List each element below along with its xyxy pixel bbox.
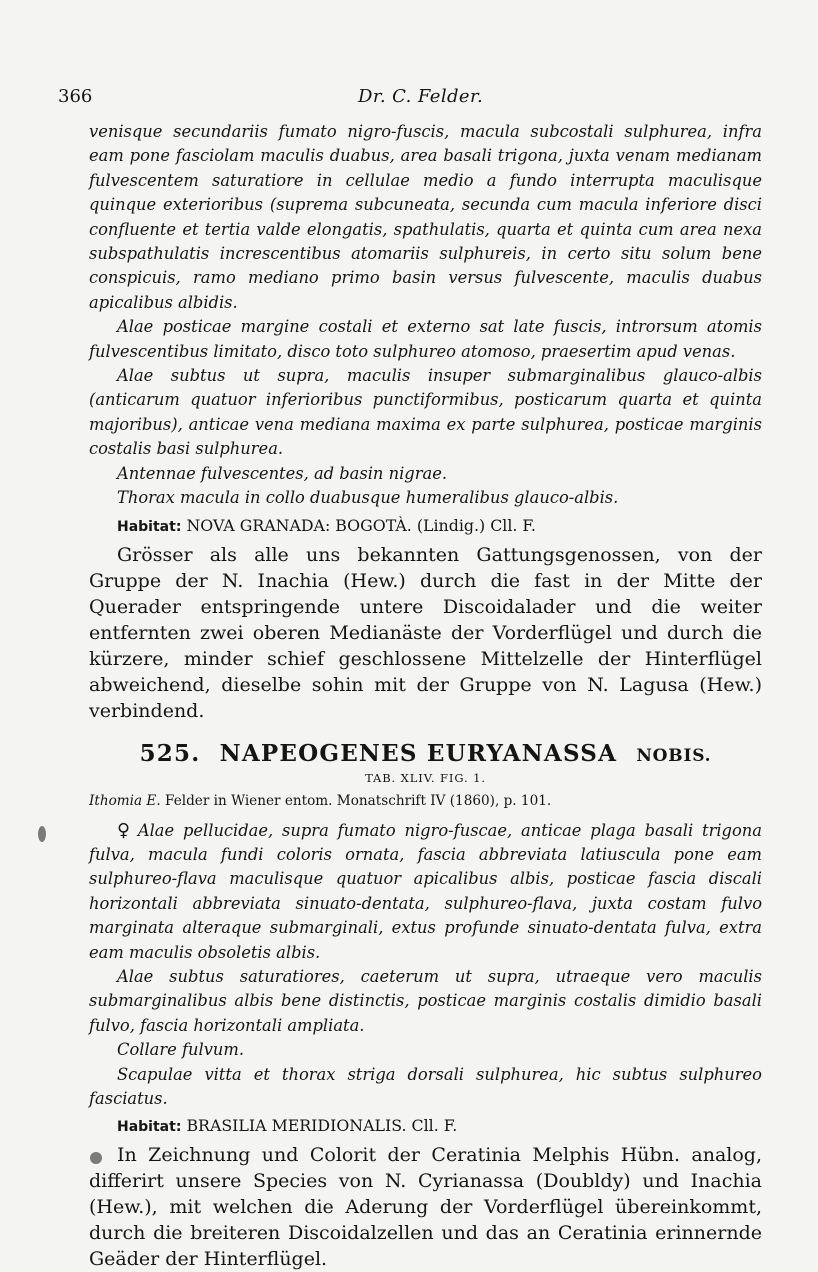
collar-paragraph: Collare fulvum. [117,1040,244,1060]
page-speck [38,826,46,842]
habitat-text: BRASILIA MERIDIONALIS. Cll. F. [186,1116,458,1136]
species-authority: NOBIS. [636,745,712,766]
species-name: NAPEOGENES EURYANASSA [219,739,618,767]
species-heading [89,740,762,767]
citation-text: Felder in Wiener entom. Monatschrift IV (1860), p. 101. [165,792,552,809]
species-description-text: Alae pellucidae, supra fumato nigro-fuscae, anticae plaga basali trigona fulva, macula fundi coloris ornata, fascia abbreviata latiuscula pone eam sulphureo-flava maculisque quatuor apicalibus albis, posticae fascia discali horizontali abbreviata sinuato-dentata, sulphureo-flava, juxta costam fulvo marginata alteraque submarginali, extus profunde sinuato-dentata fulva, extra eam maculis obsoletis albis. [89,820,762,962]
species-latin-paragraph [89,819,762,965]
species-underside-paragraph: Alae subtus saturatiores, caeterum ut supra, utraeque vero maculis submarginalibus albis bene distinctis, posticae marginis costalis dimidio basali fulvo, fascia horizontali ampliata. [89,966,762,1035]
citation-genus: Ithomia E. [89,792,161,809]
species-german-paragraph: In Zeichnung und Colorit der Ceratinia Melphis Hübn. analog, differirt unsere Species von N. Cyrianassa (Doubldy) und Inachia (Hew.), mit welchen die Aderung der Vorderflügel übereinkommt, durch die breiteren Discoidalzellen und das an Ceratinia erinnernde Geäder der Hinterflügel. [89,1144,762,1271]
habitat-label: Habitat: [117,1119,182,1136]
habitat-text: NOVA GRANADA: BOGOTÀ. (Lindig.) Cll. F. [186,515,536,535]
habitat-label: Habitat: [117,518,182,535]
running-title: Dr. C. Felder. [358,86,484,107]
habitat-line-2 [117,1115,762,1138]
habitat-line-1 [117,515,762,538]
plate-reference: TAB. XLIV. FIG. 1. [365,770,486,785]
species-number: 525. [139,739,201,767]
literature-citation [89,791,762,811]
latin-thorax-paragraph: Thorax macula in collo duabusque humeralibus glauco-albis. [117,488,619,508]
latin-hindwing-paragraph: Alae posticae margine costali et externo sat late fuscis, introrsum atomis fulvescentibus limitato, disco toto sulphureo atomoso, praesertim apud venas. [89,317,762,361]
german-paragraph: Grösser als alle uns bekannten Gattungsgenossen, von der Gruppe der N. Inachia (Hew.) durch die fast in der Mitte der Querader entspringende untere Discoidalader und die weiter entfernten zwei oberen Medianäste der Vorderflügel und durch die kürzere, minder schief geschlossene Mittelzelle der Hinterflügel abweichend, dieselbe sohin mit der Gruppe von N. Lagusa (Hew.) verbindend. [89,543,762,722]
text-column [89,120,762,1272]
latin-antennae-paragraph: Antennae fulvescentes, ad basin nigrae. [117,463,448,483]
latin-description-paragraph: venisque secundariis fumato nigro-fuscis, macula subcostali sulphurea, infra eam pone fasciolam maculis duabus, area basali trigona, juxta venam medianam fulvescentem saturatiore in cellulae medio a fundo interrupta maculisque quinque exterioribus (suprema subcuneata, secunda cum macula inferiore disci confluente et tertia valde elongatis, spathulatis, quarta et quinta cum area nexa subspathulatis increscentibus atomariis sulphureis, in certo situ solum bene conspicuis, ramo mediano primo basin versus fulvescente, maculis duabus apicalibus albidis. [89,122,762,312]
female-symbol: ♀ [117,819,134,841]
scapulae-paragraph: Scapulae vitta et thorax striga dorsali sulphurea, hic subtus sulphureo fasciatus. [89,1064,762,1108]
latin-underside-paragraph: Alae subtus ut supra, maculis insuper submarginalibus glauco-albis (anticarum quatuor inferioribus punctiformibus, posticarum quarta et quinta majoribus), anticae vena mediana maxima ex parte sulphurea, posticae marginis costalis basi sulphurea. [89,366,762,459]
running-head [58,86,760,108]
page-speck [90,1152,102,1164]
page-number: 366 [58,86,93,107]
